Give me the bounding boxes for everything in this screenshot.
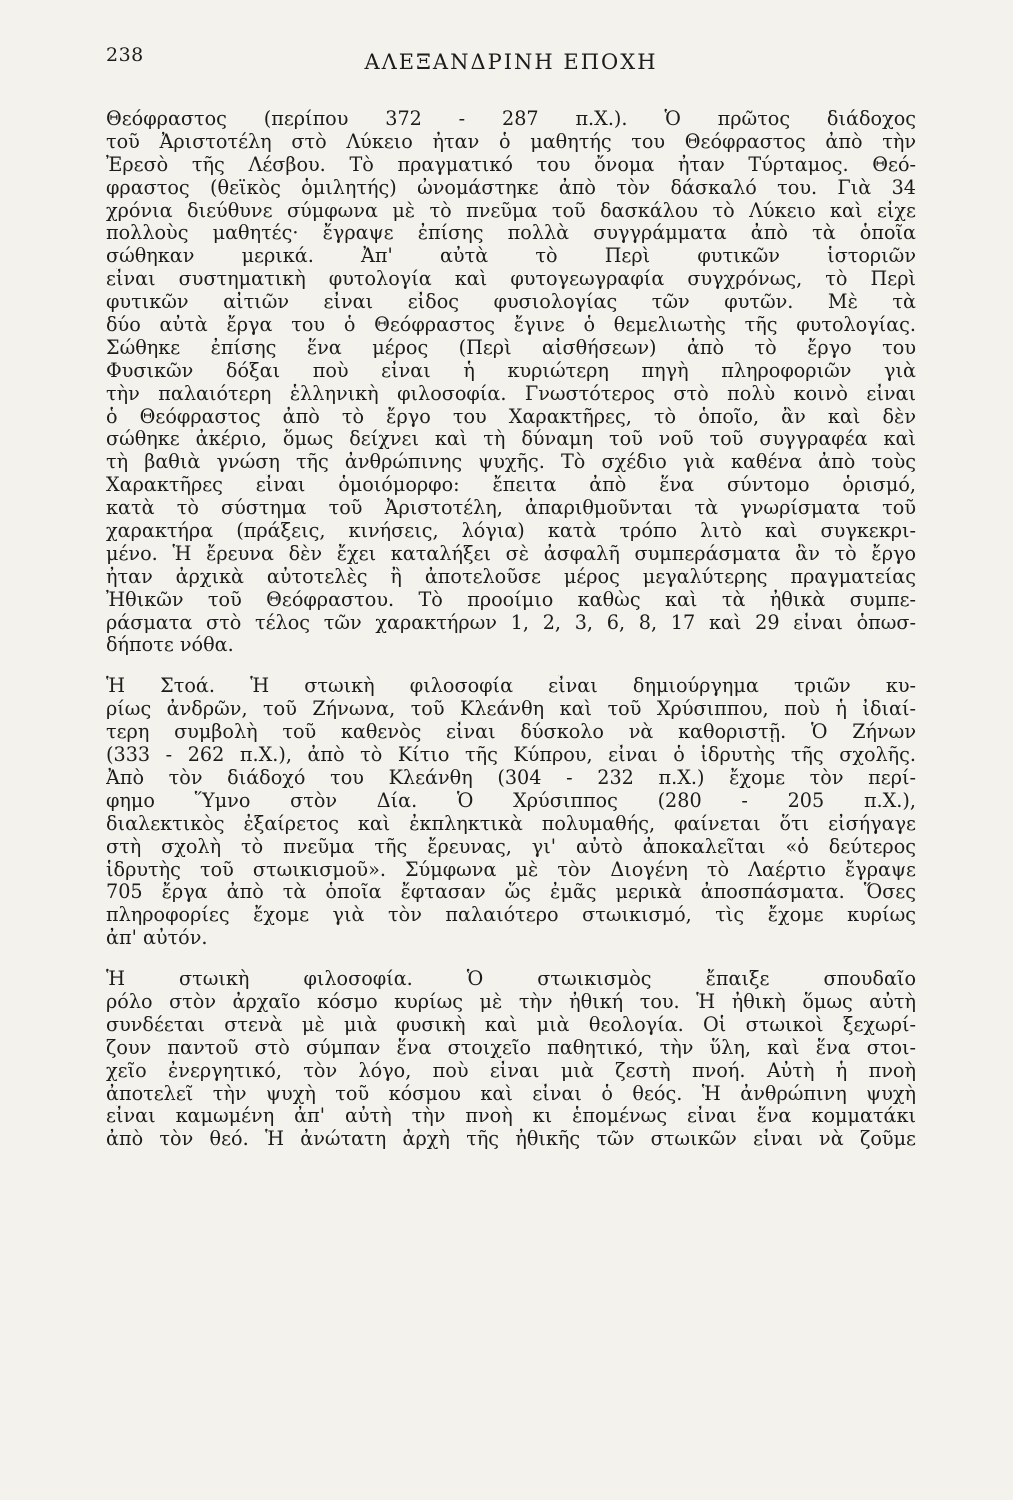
text-line: ζουν παντοῦ στὸ σύμπαν ἕνα στοιχεῖο παθητικό, τὴν ὕλη, καὶ ἕνα στοι-: [106, 1036, 916, 1059]
text-line: δύο αὐτὰ ἔργα του ὁ Θεόφραστος ἔγινε ὁ θεμελιωτὴς τῆς φυτολογίας.: [106, 314, 916, 337]
text-line: (333 - 262 π.Χ.), ἀπὸ τὸ Κίτιο τῆς Κύπρου, εἶναι ὁ ἱδρυτὴς τῆς σχολῆς.: [106, 744, 916, 767]
text-line: Χαρακτῆρες εἶναι ὁμοιόμορφο: ἔπειτα ἀπὸ ἕνα σύντομο ὁρισμό,: [106, 474, 916, 497]
text-line: ρόλο στὸν ἀρχαῖο κόσμο κυρίως μὲ τὴν ἠθική του. Ἡ ἠθικὴ ὅμως αὐτὴ: [106, 990, 916, 1013]
text-line: μένο. Ἡ ἔρευνα δὲν ἔχει καταλήξει σὲ ἀσφαλῆ συμπεράσματα ἂν τὸ ἔργο: [106, 542, 916, 565]
text-line: Σώθηκε ἐπίσης ἕνα μέρος (Περὶ αἰσθήσεων) ἀπὸ τὸ ἔργο του: [106, 336, 916, 359]
text-line: Ἀπὸ τὸν διάδοχό του Κλεάνθη (304 - 232 π.Χ.) ἔχομε τὸν περί-: [106, 766, 916, 789]
text-line: ἦταν ἀρχικὰ αὐτοτελὲς ἢ ἀποτελοῦσε μέρος μεγαλύτερης πραγματείας: [106, 565, 916, 588]
text-line: ὁ Θεόφραστος ἀπὸ τὸ ἔργο του Χαρακτῆρες, τὸ ὁποῖο, ἂν καὶ δὲν: [106, 405, 916, 428]
text-line: Ἡ στωικὴ φιλοσοφία. Ὁ στωικισμὸς ἔπαιξε σπουδαῖο: [106, 968, 916, 991]
text-line: πολλοὺς μαθητές· ἔγραψε ἐπίσης πολλὰ συγγράμματα ἀπὸ τὰ ὁποῖα: [106, 222, 916, 245]
text-line: σώθηκαν μερικά. Ἀπ' αὐτὰ τὸ Περὶ φυτικῶν ἱστοριῶν: [106, 245, 916, 268]
paragraph: [106, 968, 916, 1151]
text-line: χρόνια διεύθυνε σύμφωνα μὲ τὸ πνεῦμα τοῦ δασκάλου τὸ Λύκειο καὶ εἶχε: [106, 199, 916, 222]
page-header: [106, 44, 916, 84]
paragraph: [106, 675, 916, 950]
text-line: χεῖο ἐνεργητικό, τὸν λόγο, ποὺ εἶναι μιὰ ζεστὴ πνοή. Αὐτὴ ἡ πνοὴ: [106, 1059, 916, 1082]
text-line: Θεόφραστος (περίπου 372 - 287 π.Χ.). Ὁ πρῶτος διάδοχος: [106, 108, 916, 130]
text-line: τερη συμβολὴ τοῦ καθενὸς εἶναι δύσκολο νὰ καθοριστῇ. Ὁ Ζήνων: [106, 721, 916, 744]
text-line: τὴ βαθιὰ γνώση τῆς ἀνθρώπινης ψυχῆς. Τὸ σχέδιο γιὰ καθένα ἀπὸ τοὺς: [106, 451, 916, 474]
text-line: χαρακτήρα (πράξεις, κινήσεις, λόγια) κατὰ τρόπο λιτὸ καὶ συγκεκρι-: [106, 520, 916, 543]
text-line: φημο Ὕμνο στὸν Δία. Ὁ Χρύσιππος (280 - 205 π.Χ.),: [106, 789, 916, 812]
text-line: ἱδρυτὴς τοῦ στωικισμοῦ». Σύμφωνα μὲ τὸν Διογένη τὸ Λαέρτιο ἔγραψε: [106, 858, 916, 881]
text-line: Ἐρεσὸ τῆς Λέσβου. Τὸ πραγματικό του ὄνομα ἦταν Τύρταμος. Θεό-: [106, 153, 916, 176]
text-line: συνδέεται στενὰ μὲ μιὰ φυσικὴ καὶ μιὰ θεολογία. Οἱ στωικοὶ ξεχωρί-: [106, 1013, 916, 1036]
page-number: 238: [106, 44, 144, 66]
text-line: Φυσικῶν δόξαι ποὺ εἶναι ἡ κυριώτερη πηγὴ πληροφοριῶν γιὰ: [106, 359, 916, 382]
text-line: κατὰ τὸ σύστημα τοῦ Ἀριστοτέλη, ἀπαριθμοῦνται τὰ γνωρίσματα τοῦ: [106, 497, 916, 520]
running-head: ΑΛΕΞΑΝΔΡΙΝΗ ΕΠΟΧΗ: [364, 50, 658, 74]
text-line: φυτικῶν αἰτιῶν εἶναι εἶδος φυσιολογίας τῶν φυτῶν. Μὲ τὰ: [106, 291, 916, 314]
text-line: διαλεκτικὸς ἐξαίρετος καὶ ἐκπληκτικὰ πολυμαθής, φαίνεται ὅτι εἰσήγαγε: [106, 812, 916, 835]
text-line: Ἡ Στοά. Ἡ στωικὴ φιλοσοφία εἶναι δημιούργημα τριῶν κυ-: [106, 675, 916, 698]
paragraph: [106, 108, 916, 657]
text-line: Ἠθικῶν τοῦ Θεόφραστου. Τὸ προοίμιο καθὼς καὶ τὰ ἠθικὰ συμπε-: [106, 588, 916, 611]
text-line: σώθηκε ἀκέριο, ὅμως δείχνει καὶ τὴ δύναμη τοῦ νοῦ τοῦ συγγραφέα καὶ: [106, 428, 916, 451]
page-body: [106, 108, 916, 1151]
text-line: εἶναι συστηματικὴ φυτολογία καὶ φυτογεωγραφία συγχρόνως, τὸ Περὶ: [106, 268, 916, 291]
text-line: ρίως ἀνδρῶν, τοῦ Ζήνωνα, τοῦ Κλεάνθη καὶ τοῦ Χρύσιππου, ποὺ ἡ ἰδιαί-: [106, 698, 916, 721]
text-line: δήποτε νόθα.: [106, 634, 234, 657]
text-line: 705 ἔργα ἀπὸ τὰ ὁποῖα ἔφτασαν ὥς ἐμᾶς μερικὰ ἀποσπάσματα. Ὅσες: [106, 881, 916, 904]
text-line: τὴν παλαιότερη ἑλληνικὴ φιλοσοφία. Γνωστότερος στὸ πολὺ κοινὸ εἶναι: [106, 382, 916, 405]
text-line: πληροφορίες ἔχομε γιὰ τὸν παλαιότερο στωικισμό, τὶς ἔχομε κυρίως: [106, 904, 916, 927]
text-line: φραστος (θεϊκὸς ὁμιλητής) ὠνομάστηκε ἀπὸ τὸν δάσκαλό του. Γιὰ 34: [106, 176, 916, 199]
text-line: στὴ σχολὴ τὸ πνεῦμα τῆς ἔρευνας, γι' αὐτὸ ἀποκαλεῖται «ὁ δεύτερος: [106, 835, 916, 858]
text-line: ἀπ' αὐτόν.: [106, 927, 208, 950]
text-line: ράσματα στὸ τέλος τῶν χαρακτήρων 1, 2, 3, 6, 8, 17 καὶ 29 εἶναι ὁπωσ-: [106, 611, 916, 634]
text-line: ἀπὸ τὸν θεό. Ἡ ἀνώτατη ἀρχὴ τῆς ἠθικῆς τῶν στωικῶν εἶναι νὰ ζοῦμε: [106, 1128, 916, 1151]
text-line: εἶναι καμωμένη ἀπ' αὐτὴ τὴν πνοὴ κι ἑπομένως εἶναι ἕνα κομματάκι: [106, 1105, 916, 1128]
text-line: τοῦ Ἀριστοτέλη στὸ Λύκειο ἦταν ὁ μαθητής του Θεόφραστος ἀπὸ τὴν: [106, 130, 916, 153]
text-line: ἀποτελεῖ τὴν ψυχὴ τοῦ κόσμου καὶ εἶναι ὁ θεός. Ἡ ἀνθρώπινη ψυχὴ: [106, 1082, 916, 1105]
